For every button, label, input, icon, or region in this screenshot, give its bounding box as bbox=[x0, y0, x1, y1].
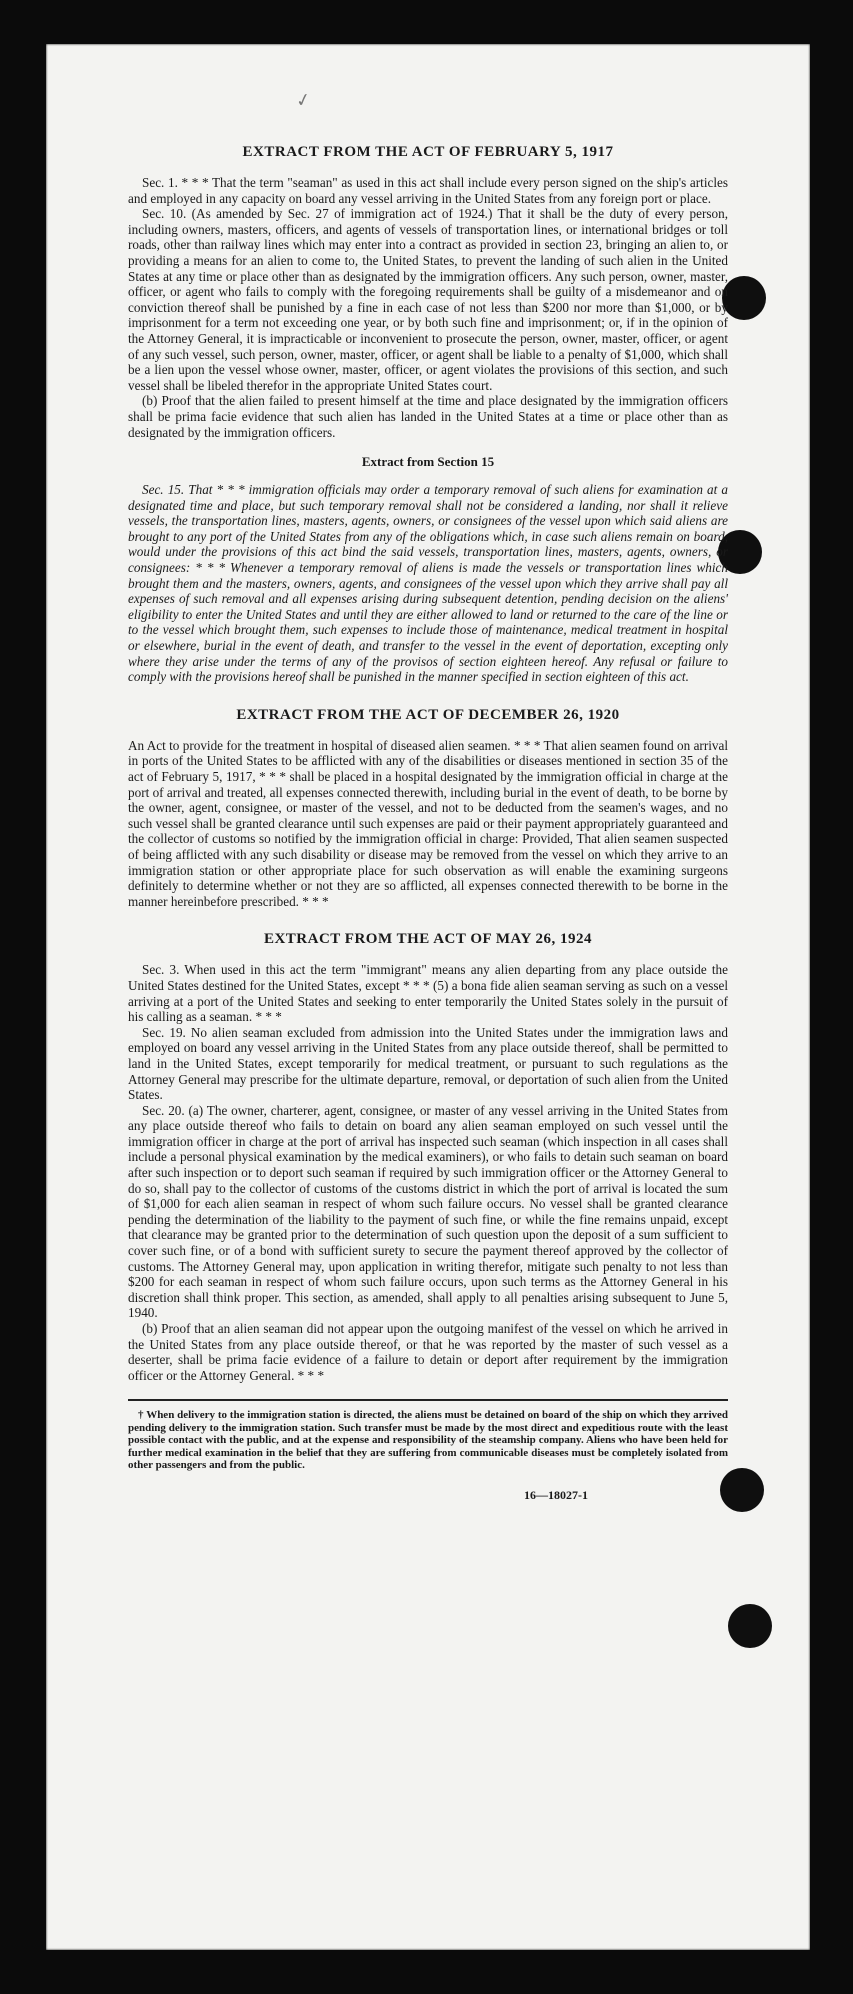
document-body bbox=[128, 144, 728, 1503]
paragraph-sec-19: Sec. 19. No alien seaman excluded from admission into the United States under the immigration laws and employed on board any vessel arriving in the United States from any place outside thereof, shall be permitted to land in the United States, except temporarily for medical treatment, or pursuant to such regulations as the Attorney General may prescribe for the ultimate departure, removal, or deportation of such alien from the United States. bbox=[128, 1024, 728, 1103]
punch-hole bbox=[722, 276, 766, 320]
heading-dec-1920: EXTRACT FROM THE ACT OF DECEMBER 26, 1920 bbox=[236, 706, 620, 723]
paragraph-sec-1: Sec. 1. * * * That the term "seaman" as used in this act shall include every person signed on the ship's articles and employed in any capacity on board any vessel arriving in the United States from any foreign port or place. bbox=[128, 175, 728, 206]
heading-may-1924: EXTRACT FROM THE ACT OF MAY 26, 1924 bbox=[263, 931, 593, 948]
pencil-mark: ✓ bbox=[293, 88, 313, 112]
paragraph-sec-20-b: (b) Proof that an alien seaman did not appear upon the outgoing manifest of the vessel on which he arrived in the United States from any place outside thereof, or that he was reported by the master of such vessel as a deserter, shall be prima facie evidence of a failure to detain or deport after requirement by the immigration officer or the Attorney General. * * * bbox=[128, 1321, 728, 1383]
paragraph-sec-3: Sec. 3. When used in this act the term "immigrant" means any alien departing from any place outside the United States destined for the United States, except * * * (5) a bona fide alien seaman serving as such on a vessel arriving at a port of the United States and seeking to enter temporarily the United States solely in the pursuit of his calling as a seaman. * * * bbox=[128, 962, 728, 1025]
punch-hole bbox=[728, 1604, 772, 1648]
paragraph-sec-10-b: (b) Proof that the alien failed to present himself at the time and place designated by the immigration officers shall be prima facie evidence that such alien has landed in the United States at a time or place other than as designated by the immigration officers. bbox=[128, 393, 728, 440]
footnote: † When delivery to the immigration station is directed, the aliens must be detained on board of the ship on which they arrived pending delivery to the immigration station. Such transfer must be made by the most direct and expeditious route with the least possible contact with the public, and at the expense and responsibility of the steamship company. Aliens who have been held for further medical examination in the belief that they are suffering from communicable diseases must be completely isolated from other passengers and from the public. bbox=[128, 1409, 728, 1472]
paragraph-act-1920: An Act to provide for the treatment in hospital of diseased alien seamen. * * * That alien seamen found on arrival in ports of the United States to be afflicted with any of the disabilities or diseases mentioned in section 35 of the act of February 5, 1917, * * * shall be placed in a hospital designated by the immigration official in charge at the port of arrival and treated, all expenses connected therewith, including burial in the event of death, to be borne by the owner, agent, consignee, or master of the vessel, and not to be deducted from the seamen's wages, and no such vessel shall be granted clearance until such expenses are paid or their payment appropriately guaranteed and the collector of customs so notified by the immigration official in charge: Provided, That alien seamen suspected of being afflicted with any such disability or disease may be removed from the vessel on which they arrive to an immigration station or other appropriate place for such observation as will enable the examining surgeons definitely to determine whether or not they are so afflicted, all expenses connected therewith to be borne in the manner hereinbefore prescribed. * * * bbox=[128, 737, 728, 909]
footnote-divider bbox=[128, 1399, 728, 1401]
paragraph-sec-10: Sec. 10. (As amended by Sec. 27 of immigration act of 1924.) That it shall be the duty of every person, including owners, masters, officers, and agents of vessels of transportation lines, or international bridges or toll roads, other than railway lines which may enter into a contract as provided in section 23, bringing an alien to, or providing a means for an alien to come to, the United States, to prevent the landing of such alien in the United States at any time or place other than as designated by the immigration officers. Any such person, owner, master, officer, or agent who fails to comply with the foregoing requirements shall be guilty of a misdemeanor and on conviction thereof shall be punished by a fine in each case of not less than $200 nor more than $1,000, or by imprisonment for a term not exceeding one year, or by both such fine and imprisonment; or, if in the opinion of the Attorney General, it is impracticable or inconvenient to prosecute the person, owner, master, officer, or agent of any such vessel, such person, owner, master, officer, or agent shall be liable to a penalty of $1,000, which shall be a lien upon the vessel whose owner, master, officer, or agent violates the provisions of this section, and such vessel shall be libeled therefor in the appropriate United States court. bbox=[128, 206, 728, 393]
heading-feb-1917: EXTRACT FROM THE ACT OF FEBRUARY 5, 1917 bbox=[242, 144, 614, 160]
heading-section-15: Extract from Section 15 bbox=[361, 454, 495, 470]
document-page bbox=[46, 44, 810, 1950]
paragraph-sec-20-a: Sec. 20. (a) The owner, charterer, agent, consignee, or master of any vessel arriving in the United States from any place outside thereof who fails to detain on board any alien seaman employed on such vessel until the immigration officer in charge at the port of arrival has inspected such seaman (which inspection in all cases shall include a personal physical examination by the medical examiners), or who fails to detain such seaman on board after such inspection or to deport such seaman if required by such immigration officer or the Attorney General to do so, shall pay to the collector of customs of the customs district in which the port of arrival is located the sum of $1,000 for each alien seaman in respect of whom such failure occurs. No vessel shall be granted clearance pending the determination of the liability to the payment of such fine, or while the fine remains unpaid, except that clearance may be granted prior to the determination of such question upon the deposit of a sum sufficient to cover such fine, or of a bond with sufficient surety to secure the payment thereof approved by the collector of customs. The Attorney General may, upon application in writing therefor, mitigate such penalty to not less than $200 for each seaman in respect of whom such failure occurs, upon such terms as the Attorney General in his discretion shall think proper. This section, as amended, shall apply to all penalties arising subsequent to June 5, 1940. bbox=[128, 1102, 728, 1321]
paragraph-sec-15: Sec. 15. That * * * immigration officials may order a temporary removal of such aliens for examination at a designated time and place, but such temporary removal shall not be considered a landing, nor shall it relieve vessels, the transportation lines, masters, agents, owners, or consignees of the vessel upon which said aliens are brought to any port of the United States from any of the obligations which, in case such aliens remain on board, would under the provisions of this act bind the said vessels, transportation lines, masters, agents, owners, or consignees: * * * Whenever a temporary removal of aliens is made the vessels or transportation lines which brought them and the masters, owners, agents, and consignees of the vessel upon which they arrive shall pay all expenses of such removal and all expenses arising during subsequent detention, pending decision on the aliens' eligibility to enter the United States and until they are either allowed to land or returned to the care of the line or to the vessel which brought them, such expenses to include those of maintenance, medical treatment in hospital or elsewhere, burial in the event of death, and transfer to the vessel in the event of deportation, excepting only where they arise under the terms of any of the provisos of section eighteen hereof. Any refusal or failure to comply with the provisions hereof shall be punished in the manner specified in section eighteen of this act. bbox=[128, 482, 728, 685]
form-number: 16—18027-1 bbox=[524, 1487, 588, 1502]
